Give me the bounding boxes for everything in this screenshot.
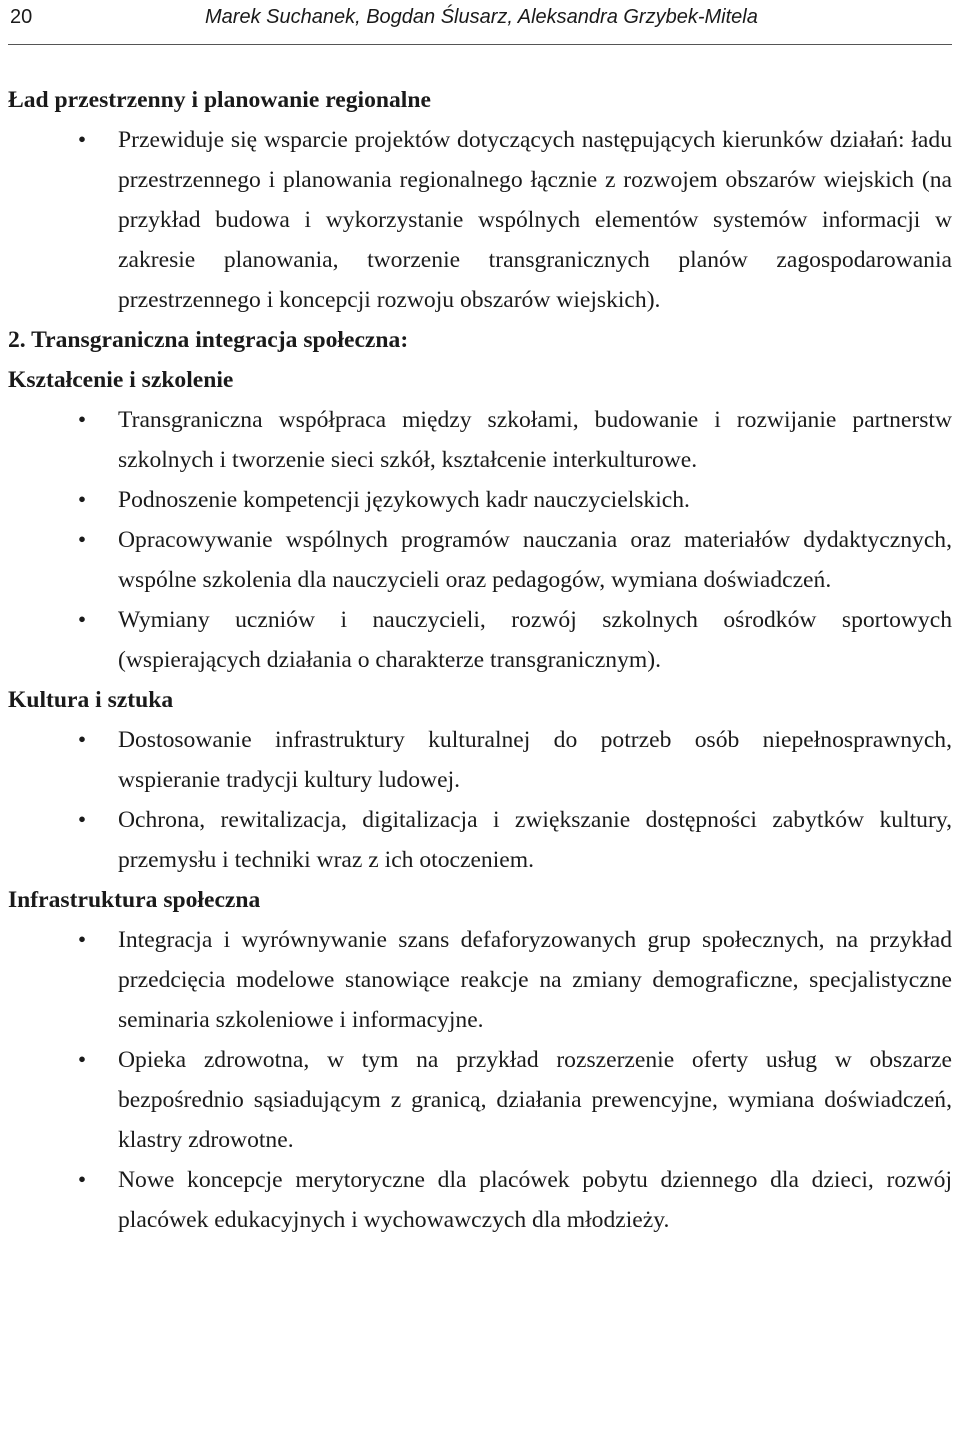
bullet-icon: • xyxy=(77,727,87,753)
bullet-icon: • xyxy=(77,527,87,553)
page-body xyxy=(8,80,952,1240)
section-heading-social-infrastructure: Infrastruktura społeczna xyxy=(8,887,261,913)
list-item-text: Dostosowanie infrastruktury kulturalnej do potrzeb osób niepełnosprawnych, wspieranie tradycji kultury ludowej. xyxy=(118,727,952,793)
list-item-text: Przewiduje się wsparcie projektów dotyczących następujących kierunków działań: ładu przestrzennego i planowania regionalnego łącznie z rozwojem obszarów wiejskich (na przykład budowa i wykorzystanie wspólnych elementów systemów informacji w zakresie planowania, tworzenie transgranicznych planów zagospodarowania przestrzennego i koncepcji rozwoju obszarów wiejskich). xyxy=(118,127,952,313)
bullet-icon: • xyxy=(77,407,87,433)
section-heading-education: Kształcenie i szkolenie xyxy=(8,367,234,393)
bullet-icon: • xyxy=(77,1167,87,1193)
social-infrastructure-list xyxy=(8,920,952,1240)
list-item xyxy=(8,120,952,320)
list-item-text: Opracowywanie wspólnych programów nauczania oraz materiałów dydaktycznych, wspólne szkolenia dla nauczycieli oraz pedagogów, wymiana doświadczeń. xyxy=(118,527,952,593)
bullet-icon: • xyxy=(77,127,87,153)
list-item-text: Nowe koncepcje merytoryczne dla placówek pobytu dziennego dla dzieci, rozwój placówek edukacyjnych i wychowawczych dla młodzieży. xyxy=(118,1167,952,1233)
list-item xyxy=(8,720,952,800)
section-heading-culture: Kultura i sztuka xyxy=(8,687,174,713)
header-divider xyxy=(8,44,952,45)
bullet-icon: • xyxy=(77,807,87,833)
bullet-icon: • xyxy=(77,1047,87,1073)
list-item xyxy=(8,1040,952,1160)
spatial-planning-list xyxy=(8,120,952,320)
list-item xyxy=(8,480,952,520)
running-header-authors: Marek Suchanek, Bogdan Ślusarz, Aleksandra Grzybek-Mitela xyxy=(205,6,758,28)
list-item xyxy=(8,800,952,880)
list-item-text: Integracja i wyrównywanie szans defaforyzowanych grup społecznych, na przykład przedcięcia modelowe stanowiące reakcje na zmiany demograficzne, specjalistyczne seminaria szkoleniowe i informacyjne. xyxy=(118,927,952,1033)
page-number: 20 xyxy=(10,6,33,28)
section-heading-social-integration: 2. Transgraniczna integracja społeczna: xyxy=(8,327,409,353)
list-item-text: Opieka zdrowotna, w tym na przykład rozszerzenie oferty usług w obszarze bezpośrednio sąsiadującym z granicą, działania prewencyjne, wymiana doświadczeń, klastry zdrowotne. xyxy=(118,1047,952,1153)
bullet-icon: • xyxy=(77,927,87,953)
list-item xyxy=(8,400,952,480)
list-item xyxy=(8,920,952,1040)
list-item-text: Wymiany uczniów i nauczycieli, rozwój szkolnych ośrodków sportowych (wspierających działania o charakterze transgranicznym). xyxy=(118,607,952,673)
list-item-text: Transgraniczna współpraca między szkołami, budowanie i rozwijanie partnerstw szkolnych i tworzenie sieci szkół, kształcenie interkulturowe. xyxy=(118,407,952,473)
section-heading-spatial-planning: Ład przestrzenny i planowanie regionalne xyxy=(8,87,431,113)
education-list xyxy=(8,400,952,680)
list-item-text: Podnoszenie kompetencji językowych kadr nauczycielskich. xyxy=(118,487,690,513)
list-item xyxy=(8,520,952,600)
bullet-icon: • xyxy=(77,607,87,633)
list-item-text: Ochrona, rewitalizacja, digitalizacja i zwiększanie dostępności zabytków kultury, przemysłu i techniki wraz z ich otoczeniem. xyxy=(118,807,952,873)
page-header xyxy=(0,0,960,36)
list-item xyxy=(8,1160,952,1240)
bullet-icon: • xyxy=(77,487,87,513)
list-item xyxy=(8,600,952,680)
culture-list xyxy=(8,720,952,880)
